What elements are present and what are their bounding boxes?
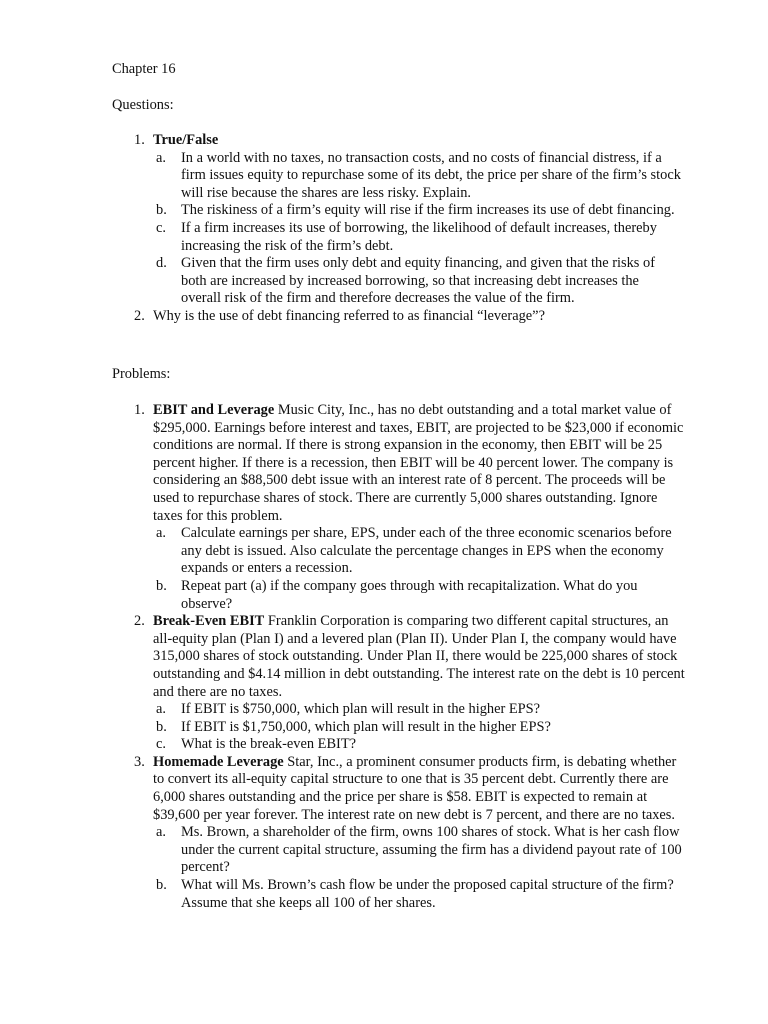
problem-part bbox=[153, 525, 687, 578]
part-text: What will Ms. Brown’s cash flow be under the proposed capital structure of the firm? Assume that she keeps all 100 of her shares. bbox=[181, 877, 674, 911]
problem-part bbox=[153, 877, 687, 912]
part-letter: a. bbox=[156, 525, 166, 542]
part-text: What is the break-even EBIT? bbox=[181, 736, 357, 753]
problem-part bbox=[153, 824, 687, 877]
question-text: Why is the use of debt financing referred to as financial “leverage”? bbox=[153, 307, 545, 324]
question-part bbox=[153, 255, 682, 308]
question-item bbox=[112, 132, 682, 308]
part-letter: a. bbox=[156, 824, 166, 841]
part-text: If a firm increases its use of borrowing, the likelihood of default increases, thereby increasing the risk of the firm’s debt. bbox=[181, 219, 657, 254]
part-letter: a. bbox=[156, 149, 166, 166]
problem-part bbox=[153, 578, 687, 613]
problem-item bbox=[112, 754, 687, 912]
part-letter: c. bbox=[156, 219, 166, 236]
problem-text: Franklin Corporation is comparing two different capital structures, an all-equity plan (Plan I) and a levered plan (Plan II). Under Plan I, the company would have 315,000 shares of stock outstanding. Under Plan II, there would be 225,000 shares of stock outstanding and $4.14 million in debt outstanding. The interest rate on the debt is 10 percent and there are no taxes. bbox=[153, 613, 685, 700]
problem-part bbox=[153, 736, 687, 754]
part-letter: d. bbox=[156, 255, 167, 272]
part-text: Calculate earnings per share, EPS, under each of the three economic scenarios before any debt is issued. Also calculate the percentage changes in EPS when the economy expands or enters a recession. bbox=[181, 525, 672, 577]
problem-number: 1. bbox=[134, 402, 145, 418]
problem-number: 3. bbox=[134, 753, 145, 770]
part-text: Ms. Brown, a shareholder of the firm, owns 100 shares of stock. What is her cash flow under the current capital structure, assuming the firm has a dividend payout rate of 100 percent? bbox=[181, 824, 682, 876]
part-text: Given that the firm uses only debt and equity financing, and given that the risks of both are increased by increased borrowing, so that increasing debt increases the overall risk of the firm and therefore decreases the value of the firm. bbox=[181, 255, 655, 307]
problem-title: Break-Even EBIT bbox=[153, 613, 265, 630]
part-text: The riskiness of a firm’s equity will rise if the firm increases its use of debt financing. bbox=[181, 202, 675, 219]
question-part bbox=[153, 150, 682, 203]
question-part bbox=[153, 202, 682, 220]
part-text: In a world with no taxes, no transaction costs, and no costs of financial distress, if a firm issues equity to repurchase some of its debt, the price per share of the firm’s stock will rise because the shares are less risky. Explain. bbox=[181, 149, 681, 201]
part-letter: b. bbox=[156, 718, 167, 735]
question-number: 1. bbox=[134, 132, 145, 148]
part-letter: a. bbox=[156, 701, 166, 718]
problem-text: Star, Inc., a prominent consumer products firm, is debating whether to convert its all-equity capital structure to one that is 35 percent debt. Currently there are 6,000 shares outstanding and the price per share is $58. EBIT is expected to remain at $39,600 per year forever. The interest rate on new debt is 7 percent, and there are no taxes. bbox=[153, 753, 677, 823]
problem-parts bbox=[153, 525, 687, 613]
problem-parts bbox=[153, 824, 687, 912]
problem-text: Music City, Inc., has no debt outstanding and a total market value of $295,000. Earnings before interest and taxes, EBIT, are projected to be $23,000 if economic conditions are normal. If there is strong expansion in the economy, then EBIT will be 25 percent higher. If there is a recession, then EBIT will be 40 percent lower. The company is considering an $88,500 debt issue with an interest rate of 8 percent. The proceeds will be used to repurchase shares of stock. There are currently 5,000 shares outstanding. Ignore taxes for this problem. bbox=[153, 402, 684, 524]
question-parts bbox=[153, 150, 682, 308]
problem-title: Homemade Leverage bbox=[153, 753, 284, 770]
problems-heading: Problems: bbox=[112, 366, 171, 382]
question-part bbox=[153, 220, 682, 255]
part-letter: b. bbox=[156, 877, 167, 894]
questions-list bbox=[112, 132, 682, 326]
part-text: If EBIT is $1,750,000, which plan will result in the higher EPS? bbox=[181, 718, 551, 735]
question-number: 2. bbox=[134, 307, 145, 324]
chapter-title: Chapter 16 bbox=[112, 61, 176, 77]
problem-number: 2. bbox=[134, 613, 145, 630]
problem-item bbox=[112, 402, 687, 613]
part-text: Repeat part (a) if the company goes through with recapitalization. What do you observe? bbox=[181, 577, 638, 612]
part-text: If EBIT is $750,000, which plan will result in the higher EPS? bbox=[181, 701, 541, 718]
problem-item bbox=[112, 613, 687, 754]
problem-parts bbox=[153, 701, 687, 754]
problems-list bbox=[112, 402, 687, 912]
question-item bbox=[112, 308, 682, 326]
part-letter: c. bbox=[156, 736, 166, 753]
problem-part bbox=[153, 719, 687, 737]
questions-heading: Questions: bbox=[112, 97, 174, 113]
part-letter: b. bbox=[156, 577, 167, 594]
problem-title: EBIT and Leverage bbox=[153, 402, 275, 418]
part-letter: b. bbox=[156, 202, 167, 219]
problem-part bbox=[153, 701, 687, 719]
question-title: True/False bbox=[153, 132, 219, 148]
